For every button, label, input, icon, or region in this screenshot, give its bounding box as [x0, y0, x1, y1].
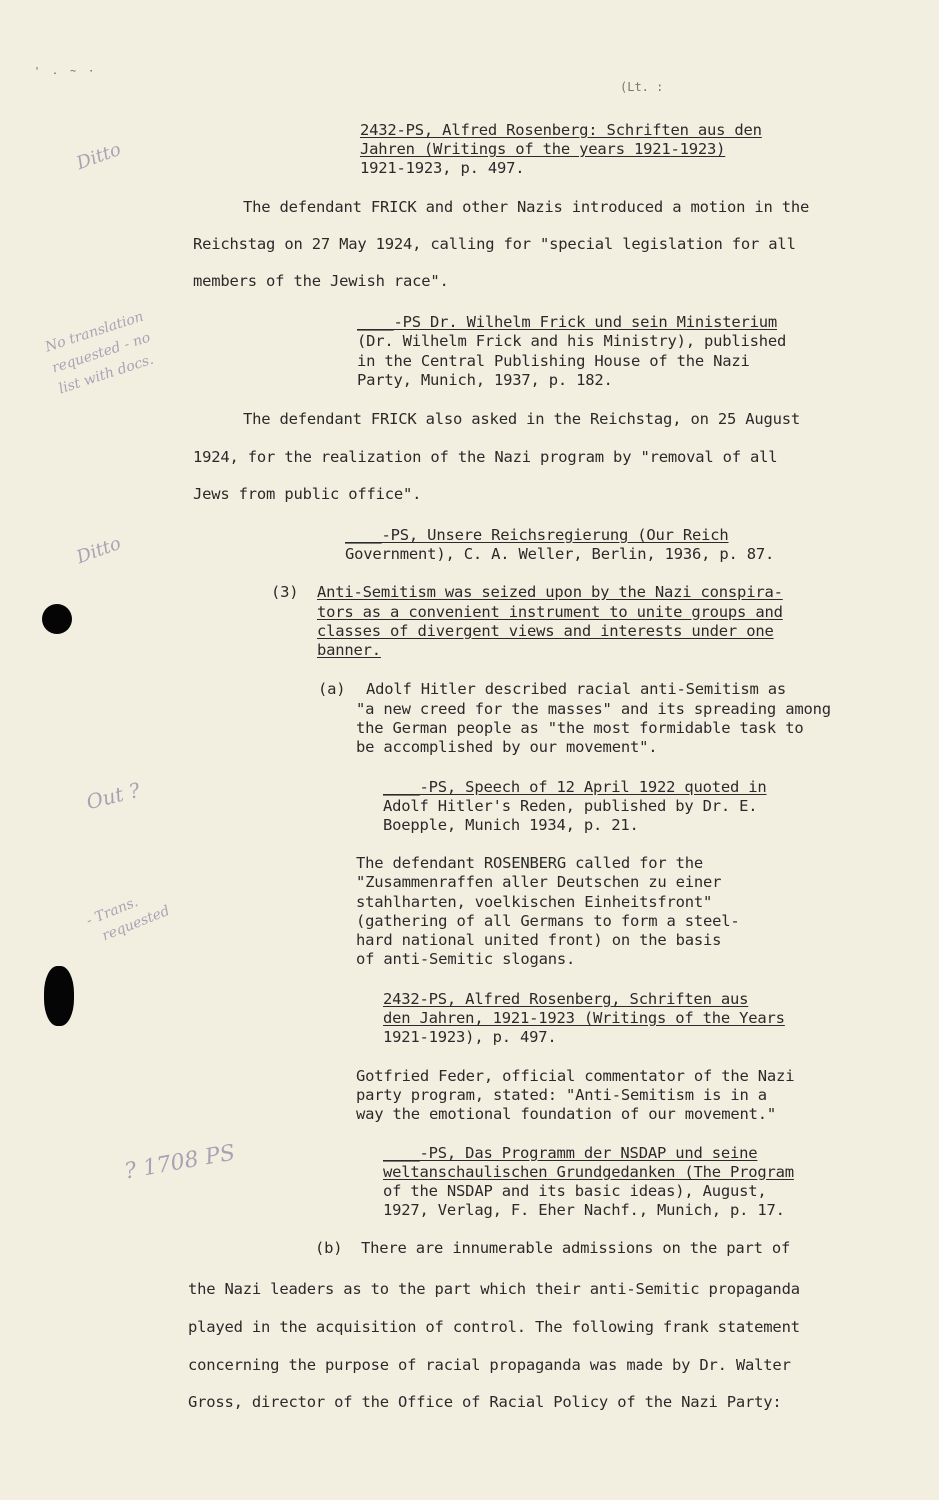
paragraph-line: (gathering of all Germans to form a steel-	[356, 912, 740, 930]
section-line: banner.	[317, 641, 381, 659]
citation-line: ____-PS, Speech of 12 April 1922 quoted in	[383, 778, 767, 796]
section-line: classes of divergent views and interests under one	[317, 622, 774, 640]
citation-line: in the Central Publishing House of the Nazi	[357, 352, 750, 370]
item-line: concerning the purpose of racial propaganda was made by Dr. Walter	[188, 1356, 791, 1374]
paragraph-line: Jews from public office".	[193, 485, 422, 503]
paragraph-line: Gotfried Feder, official commentator of the Nazi	[356, 1067, 795, 1085]
citation-line: of the NSDAP and its basic ideas), August,	[383, 1182, 767, 1200]
citation-line: Government), C. A. Weller, Berlin, 1936, p. 87.	[345, 545, 775, 563]
paragraph-line: The defendant ROSENBERG called for the	[356, 854, 704, 872]
margin-note-ditto-2: Ditto	[73, 532, 124, 569]
item-line: played in the acquisition of control. The following frank statement	[188, 1318, 800, 1336]
paragraph-line: of anti-Semitic slogans.	[356, 950, 576, 968]
paragraph-line: "Zusammenraffen aller Deutschen zu einer	[356, 873, 722, 891]
item-label: (b)	[315, 1239, 343, 1257]
citation-line: 1921-1923, p. 497.	[360, 159, 525, 177]
item-line: "a new creed for the masses" and its spreading among	[356, 700, 831, 718]
margin-note-ditto-1: Ditto	[73, 138, 124, 175]
margin-note-trans-requested: - Trans. requested	[84, 894, 173, 948]
citation-line: den Jahren, 1921-1923 (Writings of the Years	[383, 1009, 785, 1027]
top-stamp: (Lt. :	[620, 80, 664, 94]
paragraph-line: hard national united front) on the basis	[356, 931, 722, 949]
citation-line: 2432-PS, Alfred Rosenberg, Schriften aus	[383, 990, 749, 1008]
citation-line: 2432-PS, Alfred Rosenberg: Schriften aus den	[360, 121, 762, 139]
paragraph-line: 1924, for the realization of the Nazi program by "removal of all	[193, 448, 778, 466]
item-line: Adolf Hitler described racial anti-Semitism as	[366, 680, 787, 698]
citation-line: Boepple, Munich 1934, p. 21.	[383, 816, 639, 834]
section-line: tors as a convenient instrument to unite groups and	[317, 603, 783, 621]
section-number: (3)	[271, 583, 299, 601]
paragraph-line: Reichstag on 27 May 1924, calling for "special legislation for all	[193, 235, 796, 253]
citation-line: (Dr. Wilhelm Frick and his Ministry), published	[357, 332, 787, 350]
citation-line: weltanschaulischen Grundgedanken (The Program	[383, 1163, 794, 1181]
item-line: Gross, director of the Office of Racial Policy of the Nazi Party:	[188, 1393, 782, 1411]
paragraph-line: way the emotional foundation of our movement."	[356, 1105, 777, 1123]
corner-marks: ' . ~ ·	[34, 66, 98, 77]
item-line: the Nazi leaders as to the part which their anti-Semitic propaganda	[188, 1280, 800, 1298]
citation-line: Adolf Hitler's Reden, published by Dr. E.	[383, 797, 758, 815]
citation-line: ____-PS, Unsere Reichsregierung (Our Reich	[345, 526, 729, 544]
item-label: (a)	[318, 680, 346, 698]
margin-note-doc-number: ? 1708 PS	[122, 1140, 237, 1185]
citation-line: ____-PS Dr. Wilhelm Frick und sein Ministerium	[357, 313, 778, 331]
punch-hole-top	[42, 604, 72, 634]
paragraph-line: party program, stated: "Anti-Semitism is in a	[356, 1086, 767, 1104]
paragraph-line: stahlharten, voelkischen Einheitsfront"	[356, 893, 713, 911]
paragraph-line: The defendant FRICK and other Nazis introduced a motion in the	[243, 198, 810, 216]
item-line: be accomplished by our movement".	[356, 738, 658, 756]
citation-line: ____-PS, Das Programm der NSDAP und seine	[383, 1144, 758, 1162]
margin-note-no-translation: No translation requested - no list with docs.	[43, 308, 156, 398]
citation-line: Jahren (Writings of the years 1921-1923)	[360, 140, 726, 158]
margin-note-out: Out ?	[83, 777, 143, 815]
citation-line: 1927, Verlag, F. Eher Nachf., Munich, p. 17.	[383, 1201, 785, 1219]
citation-line: Party, Munich, 1937, p. 182.	[357, 371, 613, 389]
paragraph-line: The defendant FRICK also asked in the Reichstag, on 25 August	[243, 410, 801, 428]
section-line: Anti-Semitism was seized upon by the Nazi conspira-	[317, 583, 783, 601]
item-line: There are innumerable admissions on the part of	[361, 1239, 791, 1257]
item-line: the German people as "the most formidable task to	[356, 719, 804, 737]
punch-hole-bottom	[44, 966, 74, 1026]
paragraph-line: members of the Jewish race".	[193, 272, 449, 290]
citation-line: 1921-1923), p. 497.	[383, 1028, 557, 1046]
